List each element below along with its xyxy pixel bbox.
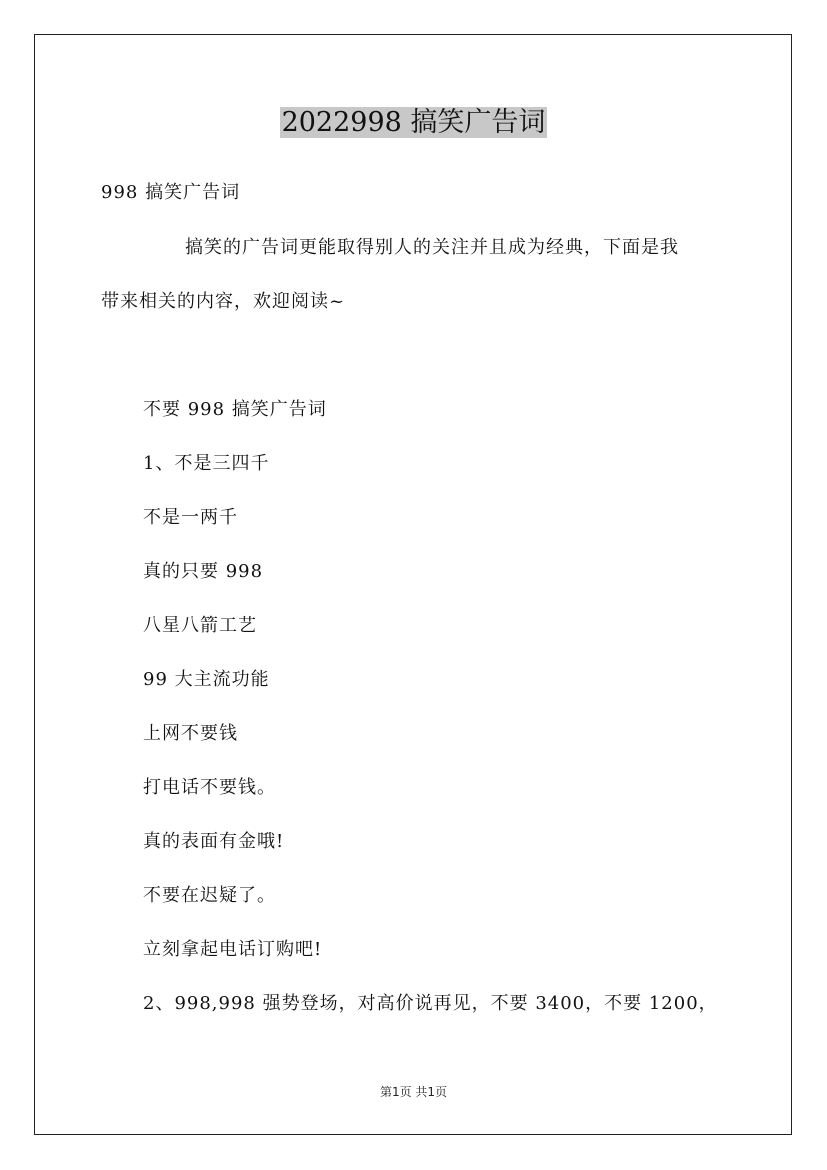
page-footer: 第1页 共1页 [379,1085,448,1099]
body-line: 1、不是三四千 [143,453,270,474]
intro-paragraph-line-1: 搞笑的广告词更能取得别人的关注并且成为经典，下面是我 [185,237,679,258]
body-line: 真的表面有金哦! [143,831,285,852]
body-line: 2、998,998 强势登场，对高价说再见，不要 3400，不要 1200， [143,993,718,1014]
intro-paragraph-line-2: 带来相关的内容，欢迎阅读~ [101,291,346,312]
body-line: 上网不要钱 [143,723,238,744]
document-subtitle: 998 搞笑广告词 [101,182,241,203]
body-line: 打电话不要钱。 [143,777,276,798]
document-title [0,104,827,142]
document-title-text: 2022998 搞笑广告词 [281,107,546,138]
body-line: 不是一两千 [143,507,238,528]
section-heading: 不要 998 搞笑广告词 [143,399,327,420]
body-line: 99 大主流功能 [143,669,270,690]
body-line: 立刻拿起电话订购吧! [143,939,323,960]
body-line: 真的只要 998 [143,561,264,582]
body-line: 八星八箭工艺 [143,615,257,636]
body-line: 不要在迟疑了。 [143,885,276,906]
